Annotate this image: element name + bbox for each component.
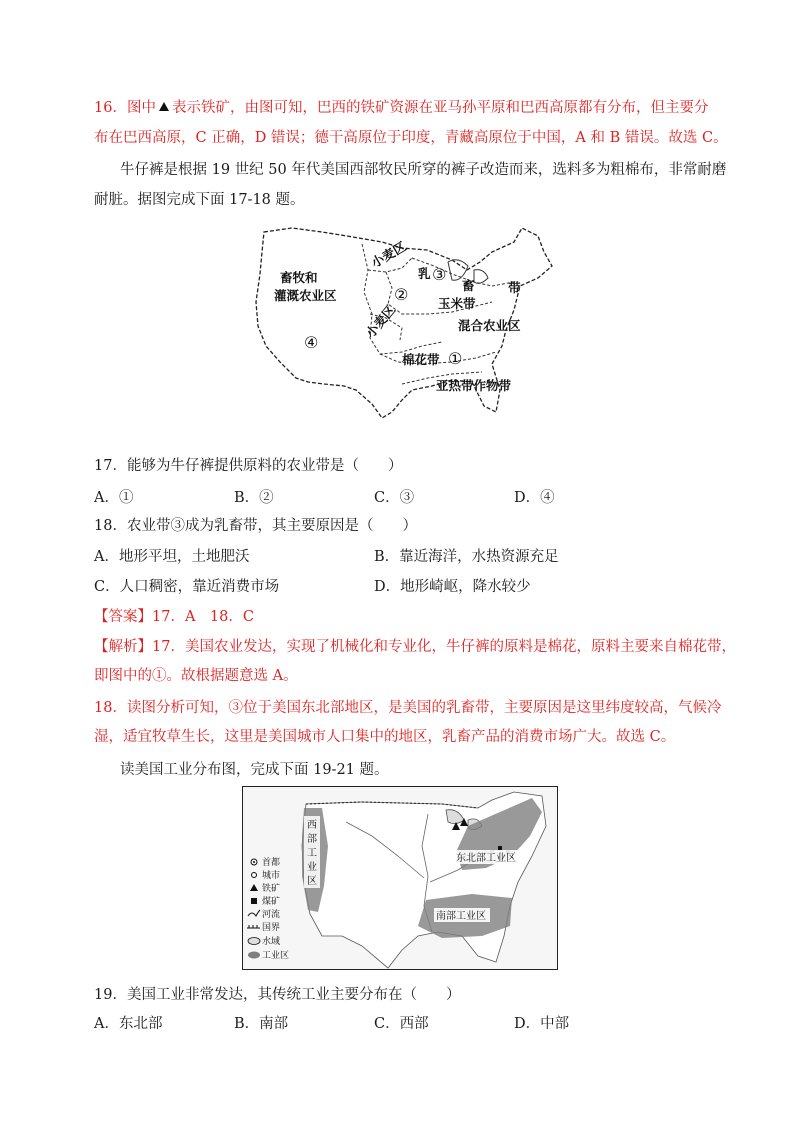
- west-label-4: 业: [307, 862, 317, 873]
- q18-option-c[interactable]: C．人口稠密，靠近消费市场: [94, 579, 280, 595]
- legend-industrial: 工业区: [262, 951, 290, 961]
- label-irrigation: 灌溉农业区: [274, 288, 337, 303]
- q17-option-c[interactable]: C．③: [374, 490, 415, 506]
- answer-line: 【答案】17．A 18．C: [94, 609, 254, 625]
- legend-river: 河流: [262, 910, 281, 920]
- analysis-line3: 18．读图分析可知，③位于美国东北部地区，是美国的乳畜带，主要原因是这里纬度较高，气候冷: [94, 700, 722, 716]
- q19-stem: 19．美国工业非常发达，其传统工业主要分布在（ ）: [94, 987, 461, 1003]
- q19-option-d[interactable]: D．中部: [514, 1016, 570, 1032]
- coal-icon: [251, 898, 257, 904]
- q17-option-b[interactable]: B．②: [234, 490, 274, 506]
- label-n2: ②: [394, 285, 409, 304]
- q19-option-b[interactable]: B．南部: [234, 1016, 289, 1032]
- us-industry-map: [242, 786, 558, 970]
- intro-19-line: 读美国工业分布图，完成下面 19-21 题。: [120, 762, 389, 778]
- label-n4: ④: [304, 333, 319, 352]
- analysis-line1: 【解析】17．美国农业发达，实现了机械化和专业化，牛仔裤的原料是棉花，原料主要来自棉花带，: [94, 639, 736, 655]
- q17-option-d[interactable]: D．④: [514, 490, 555, 506]
- q17-stem: 17．能够为牛仔裤提供原料的农业带是（ ）: [94, 458, 403, 474]
- coal-mine-marker-2: [498, 846, 502, 850]
- south-label: 南部工业区: [436, 911, 486, 922]
- label-wheat-north: 小麦区: [368, 238, 409, 271]
- q18-stem: 18．农业带③成为乳畜带，其主要原因是（ ）: [94, 518, 417, 534]
- q19-option-a[interactable]: A．东北部: [94, 1016, 163, 1032]
- west-label-2: 部: [307, 834, 317, 845]
- label-dairy-b: 畜: [462, 278, 475, 293]
- west-label-5: 区: [307, 876, 317, 887]
- analysis-line4: 湿，适宜牧草生长，这里是美国城市人口集中的地区，乳畜产品的消费市场广大。故选 C。: [94, 729, 676, 745]
- us-agriculture-map: [252, 222, 558, 422]
- q16-line2: 布在巴西高原，C 正确，D 错误；德干高原位于印度，青藏高原位于中国，A 和 B 错误。故选 C。: [94, 130, 728, 146]
- q16-line1: 16．图中 表示铁矿，由图可知，巴西的铁矿资源在亚马孙平原和巴西高原都有分布，但主要分: [94, 100, 709, 116]
- legend-border: 国界: [262, 923, 281, 933]
- legend-iron: 铁矿: [262, 884, 281, 894]
- industrial-icon: [248, 952, 260, 959]
- label-n3: ③: [432, 265, 447, 284]
- label-dairy-c: 带: [508, 280, 521, 295]
- legend-coal: 煤矿: [262, 897, 281, 907]
- q18-option-b[interactable]: B．靠近海洋，水热资源充足: [374, 549, 559, 565]
- legend-water: 水域: [262, 937, 281, 947]
- q17-option-a[interactable]: A．①: [94, 490, 134, 506]
- label-livestock: 畜牧和: [280, 270, 318, 285]
- triangle-icon: [159, 102, 169, 111]
- q18-option-a[interactable]: A．地形平坦，土地肥沃: [94, 549, 250, 565]
- legend-city: 城市: [262, 871, 281, 881]
- analysis-line2: 即图中的①。故根据题意选 A。: [94, 668, 298, 684]
- west-label-1: 西: [307, 820, 317, 831]
- intro-17-line1: 牛仔裤是根据 19 世纪 50 年代美国西部牧民所穿的裤子改造而来，选料多为粗棉布，非常耐磨: [120, 162, 727, 178]
- label-cotton: 棉花带: [402, 352, 440, 367]
- label-n1: ①: [448, 349, 463, 368]
- label-wheat-south: 小麦区: [362, 302, 399, 341]
- west-label-3: 工: [307, 848, 317, 859]
- legend-capital: 首都: [262, 858, 281, 868]
- water-icon: [248, 938, 260, 945]
- q19-option-c[interactable]: C．西部: [374, 1016, 429, 1032]
- q18-option-d[interactable]: D．地形崎岖，降水较少: [374, 579, 531, 595]
- label-corn: 玉米带: [438, 296, 476, 311]
- label-dairy-a: 乳: [418, 266, 431, 281]
- label-mixed: 混合农业区: [458, 318, 521, 333]
- label-subtropical: 亚热带作物带: [436, 378, 512, 393]
- northeast-label: 东北部工业区: [456, 853, 516, 864]
- intro-17-line2: 耐脏。据图完成下面 17-18 题。: [94, 192, 305, 208]
